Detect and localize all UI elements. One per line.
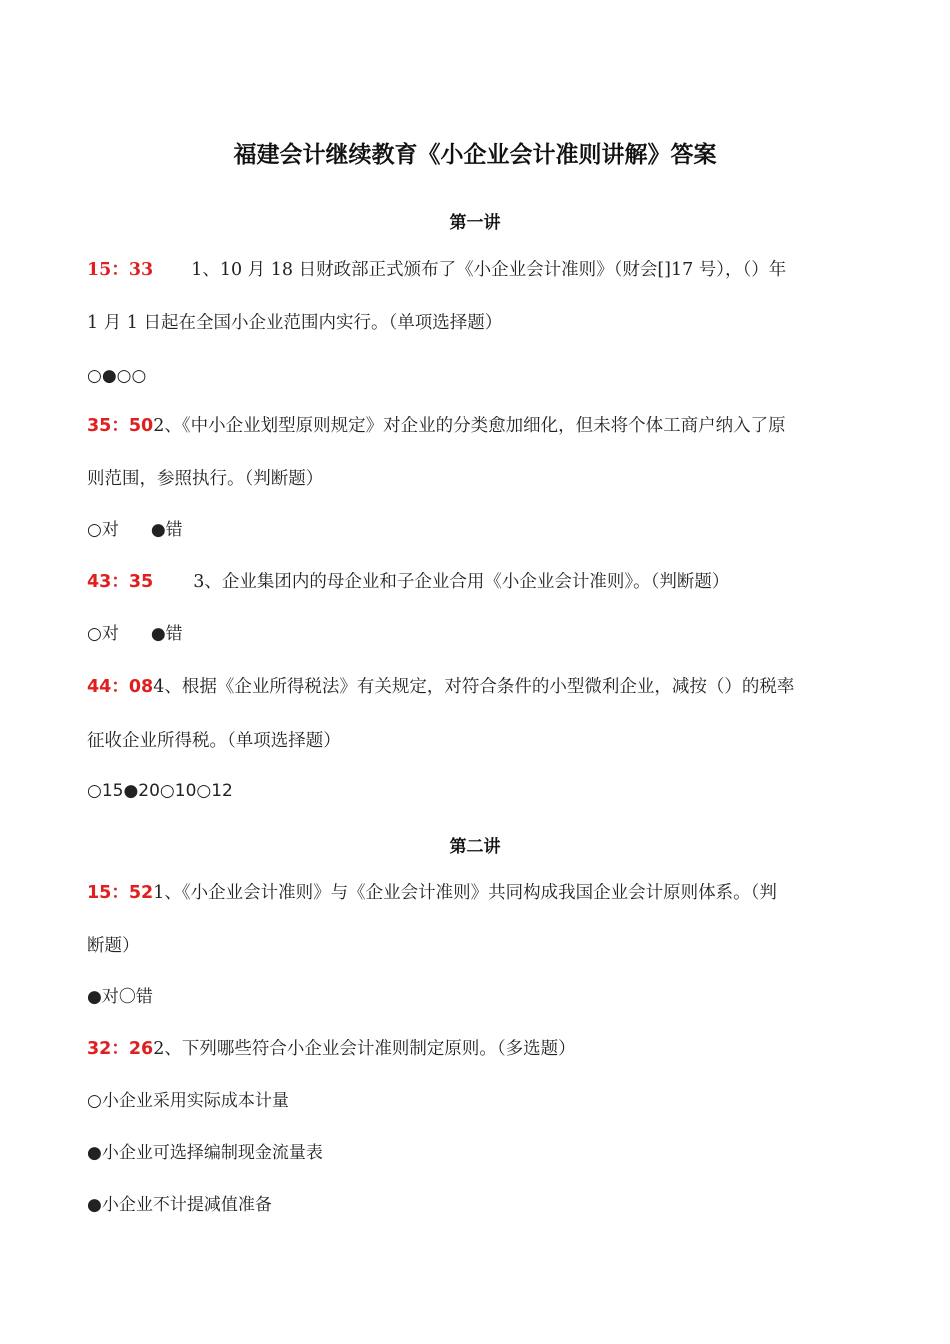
document-title: 福建会计继续教育《小企业会计准则讲解》答案	[233, 141, 717, 168]
question-1-1	[87, 258, 867, 282]
answer-options: ○15●20○10○12	[87, 781, 233, 801]
answer-options: ●对〇错	[87, 987, 153, 1007]
timestamp: 32：26	[87, 1039, 154, 1059]
question-1-3	[87, 570, 867, 594]
timestamp: 43：35	[87, 572, 154, 592]
question-1-2-cont: 则范围，参照执行。（判断题）	[87, 469, 324, 489]
option-true: ○对	[87, 624, 119, 644]
timestamp: 35：50	[87, 416, 154, 436]
answer-options	[87, 622, 867, 646]
question-2-2	[87, 1037, 867, 1061]
timestamp: 44：08	[87, 677, 154, 697]
question-text: 4、根据《企业所得税法》有关规定，对符合条件的小型微利企业，减按（）的税率	[153, 677, 795, 697]
answer-option: ●小企业可选择编制现金流量表	[87, 1143, 323, 1163]
question-text: 1、《小企业会计准则》与《企业会计准则》共同构成我国企业会计原则体系。（判	[153, 883, 777, 903]
lecture-1-heading: 第一讲	[449, 213, 501, 233]
option-false: ●错	[150, 520, 183, 540]
question-2-1	[87, 881, 867, 905]
question-1-1-cont: 1 月 1 日起在全国小企业范围内实行。（单项选择题）	[87, 313, 503, 333]
lecture-2-heading: 第二讲	[449, 837, 501, 857]
question-1-4-cont: 征收企业所得税。（单项选择题）	[87, 731, 341, 751]
question-1-4	[87, 675, 867, 699]
question-text: 3、企业集团内的母企业和子企业合用《小企业会计准则》。（判断题）	[193, 572, 730, 592]
question-text: 2、《中小企业划型原则规定》对企业的分类愈加细化，但未将个体工商户纳入了原	[153, 416, 786, 436]
question-text: 1、10 月 18 日财政部正式颁布了《小企业会计准则》（财会[]17 号），（）年	[191, 260, 787, 280]
timestamp: 15：52	[87, 883, 154, 903]
option-true: ○对	[87, 520, 119, 540]
option-false: ●错	[150, 624, 183, 644]
question-1-2	[87, 414, 867, 438]
question-text: 2、下列哪些符合小企业会计准则制定原则。（多选题）	[153, 1039, 576, 1059]
timestamp: 15：33	[87, 260, 154, 280]
question-2-1-cont: 断题）	[87, 936, 140, 956]
answer-option: ●小企业不计提减值准备	[87, 1195, 272, 1215]
answer-options: ○●○○	[87, 366, 147, 386]
answer-options	[87, 518, 867, 542]
answer-option: ○小企业采用实际成本计量	[87, 1091, 289, 1111]
